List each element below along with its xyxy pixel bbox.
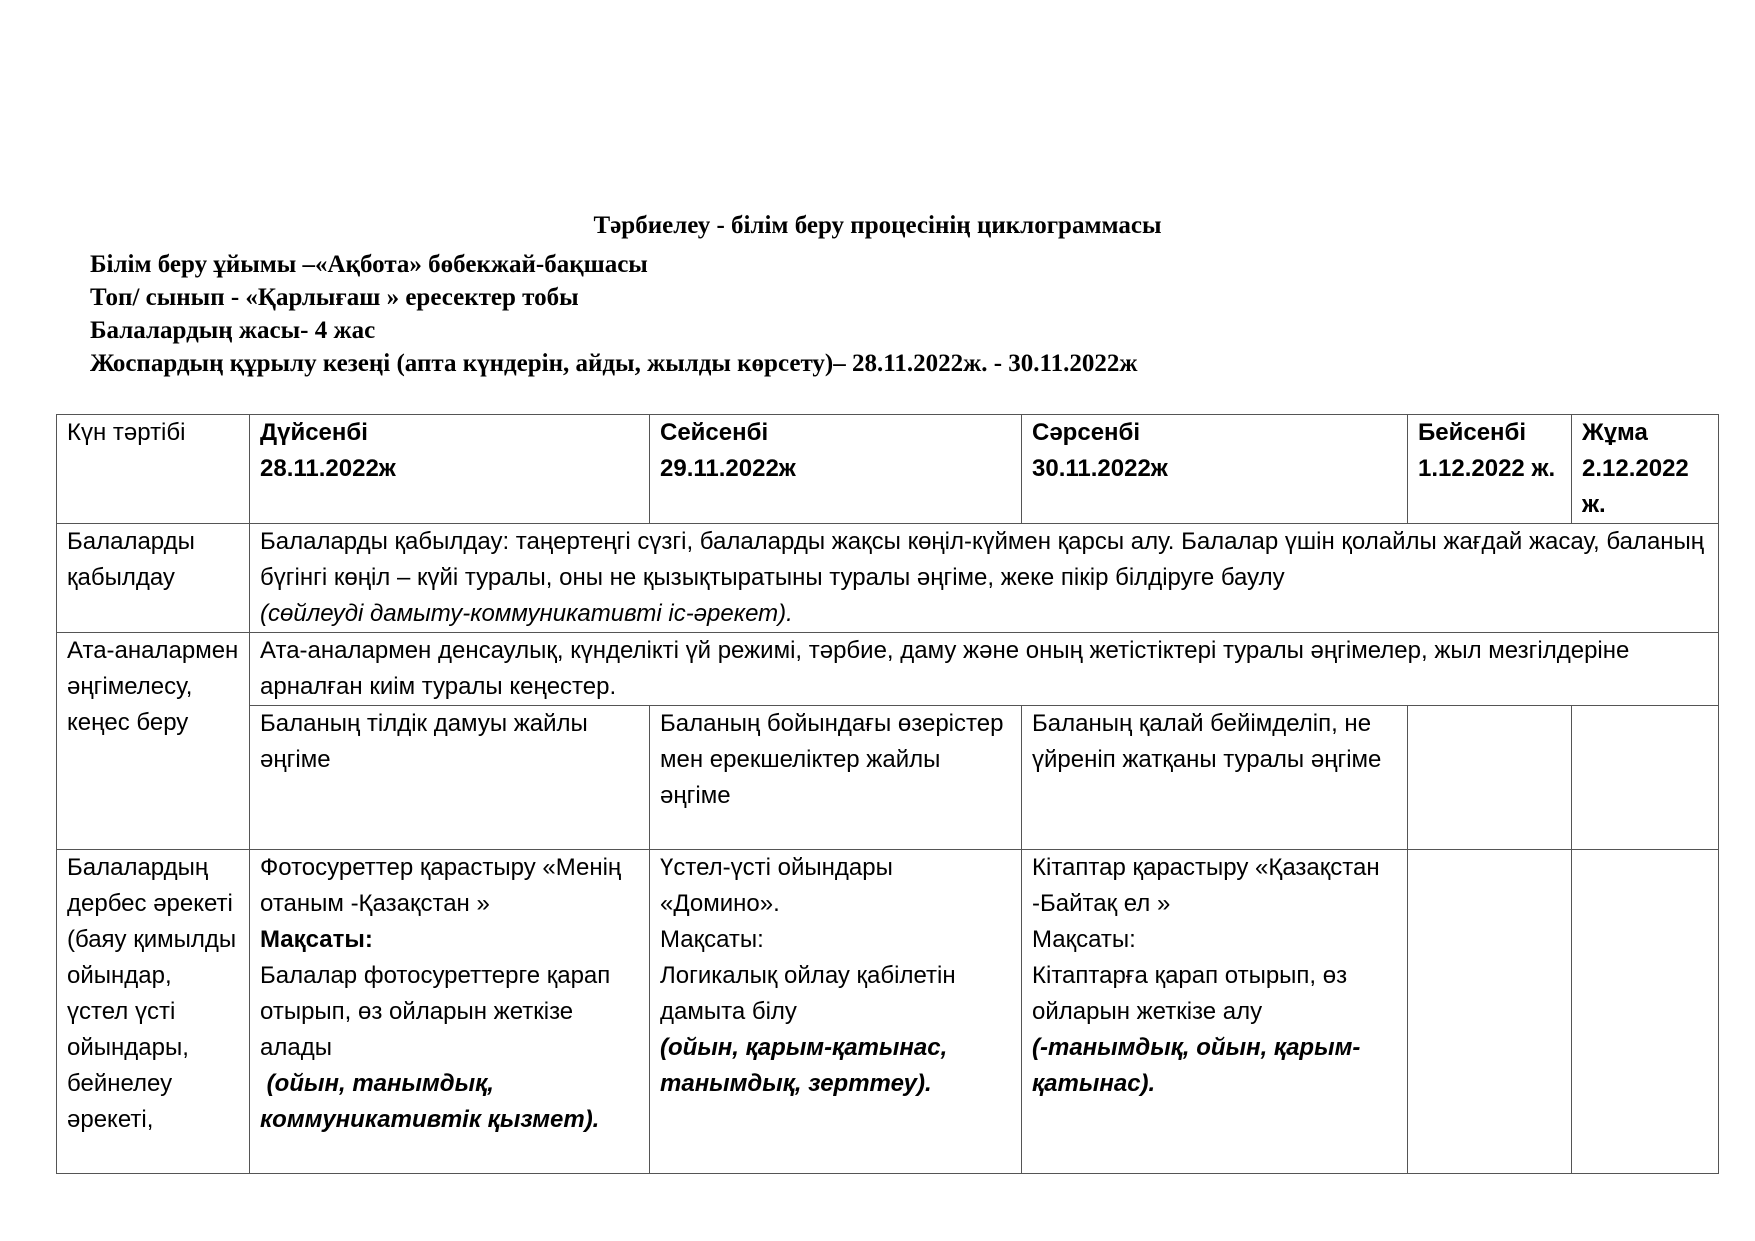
day-name: Сейсенбі: [660, 419, 769, 446]
activity-goal: Балалар фотосуреттерге қарап отырып, өз ойларын жеткізе алады: [260, 962, 611, 1061]
parents-thursday-cell: [1408, 706, 1572, 850]
document-title: Тәрбиелеу - білім беру процесінің циклограммасы: [593, 212, 1162, 239]
activity-title: Кітаптар қарастыру «Қазақстан -Байтақ ел »: [1032, 854, 1380, 917]
reception-content-cell: [250, 524, 1719, 633]
day-name: Жұма: [1582, 419, 1648, 446]
parents-common-text: Ата-аналармен денсаулық, күнделікті үй режимі, тәрбие, даму және оның жетістіктері туралы әңгімелер, жыл мезгілдеріне арналған киім туралы кеңестер.: [260, 637, 1630, 700]
activity-goal: Кітаптарға қарап отырып, өз ойларын жеткізе алу: [1032, 962, 1348, 1025]
info-age: Балалардың жасы- 4 жас: [90, 317, 376, 344]
activity-tags: (ойын, танымдық, коммуникативтік қызмет).: [260, 1070, 600, 1133]
reception-label: Балаларды қабылдау: [67, 528, 195, 591]
activity-goal: Логикалық ойлау қабілетін дамыта білу: [660, 962, 956, 1025]
activity-label-cell: [57, 850, 250, 1174]
parents-common-row: [57, 633, 1719, 706]
activity-tags: (ойын, қарым-қатынас, танымдық, зерттеу).: [660, 1034, 948, 1097]
reception-note: (сөйлеуді дамыту-коммуникативті іс-әрекет).: [260, 600, 793, 627]
parents-friday-cell: [1572, 706, 1719, 850]
day-date: 29.11.2022ж: [660, 455, 796, 482]
parents-monday-text: Баланың тілдік дамуы жайлы әңгіме: [260, 710, 588, 773]
activity-tuesday-cell: [650, 850, 1022, 1174]
activity-row: [57, 850, 1719, 1174]
activity-thursday-cell: [1408, 850, 1572, 1174]
schedule-table: [56, 414, 1719, 1174]
activity-title: Үстел-үсті ойындары «Домино».: [660, 854, 893, 917]
reception-label-cell: [57, 524, 250, 633]
header-tuesday: [650, 415, 1022, 524]
reception-text: Балаларды қабылдау: таңертеңгі сүзгі, балаларды жақсы көңіл-күймен қарсы алу. Балалар үшін қолайлы жағдай жасау, баланың бүгінгі көңіл – күйі туралы, оны не қызықтыратыны туралы әңгіме, жеке пікір білдіруге баулу: [260, 528, 1705, 591]
parents-tuesday-cell: [650, 706, 1022, 850]
activity-goal-label: Мақсаты:: [1032, 926, 1136, 953]
day-name: Дүйсенбі: [260, 419, 368, 446]
day-date: 2.12.2022 ж.: [1582, 455, 1689, 518]
activity-goal-label: Мақсаты:: [660, 926, 764, 953]
info-period: Жоспардың құрылу кезеңі (апта күндерін, айды, жылды көрсету)– 28.11.2022ж. - 30.11.2022ж: [90, 350, 1138, 377]
header-thursday: [1408, 415, 1572, 524]
activity-tags: (-танымдық, ойын, қарым-қатынас).: [1032, 1034, 1361, 1097]
day-name: Бейсенбі: [1418, 419, 1527, 446]
reception-row: [57, 524, 1719, 633]
header-friday: [1572, 415, 1719, 524]
day-date: 28.11.2022ж: [260, 455, 396, 482]
document-info: [90, 248, 1138, 380]
day-name: Сәрсенбі: [1032, 419, 1141, 446]
parents-wednesday-cell: [1022, 706, 1408, 850]
info-group: Топ/ сынып - «Қарлығаш » ересектер тобы: [90, 284, 579, 311]
parents-common-cell: [250, 633, 1719, 706]
header-schedule-label: Күн тәртібі: [67, 419, 186, 446]
header-wednesday: [1022, 415, 1408, 524]
parents-label-cell: [57, 633, 250, 850]
activity-title: Фотосуреттер қарастыру «Менің отаным -Қазақстан »: [260, 854, 622, 917]
activity-label: Балалардың дербес әрекеті (баяу қимылды ойындар, үстел үсті ойындары, бейнелеу әрекеті,: [67, 854, 237, 1133]
day-date: 1.12.2022 ж.: [1418, 455, 1556, 482]
activity-goal-label: Мақсаты:: [260, 926, 373, 953]
parents-monday-cell: [250, 706, 650, 850]
activity-wednesday-cell: [1022, 850, 1408, 1174]
parents-wednesday-text: Баланың қалай бейімделіп, не үйреніп жатқаны туралы әңгіме: [1032, 710, 1382, 773]
parents-daily-row: [57, 706, 1719, 850]
parents-label: Ата-аналармен әңгімелесу, кеңес беру: [67, 637, 239, 736]
header-col-schedule: [57, 415, 250, 524]
header-monday: [250, 415, 650, 524]
header-row: [57, 415, 1719, 524]
activity-monday-cell: [250, 850, 650, 1174]
day-date: 30.11.2022ж: [1032, 455, 1168, 482]
activity-friday-cell: [1572, 850, 1719, 1174]
info-organization: Білім беру ұйымы –«Ақбота» бөбекжай-бақшасы: [90, 251, 648, 278]
parents-tuesday-text: Баланың бойындағы өзерістер мен ерекшеліктер жайлы әңгіме: [660, 710, 1004, 809]
